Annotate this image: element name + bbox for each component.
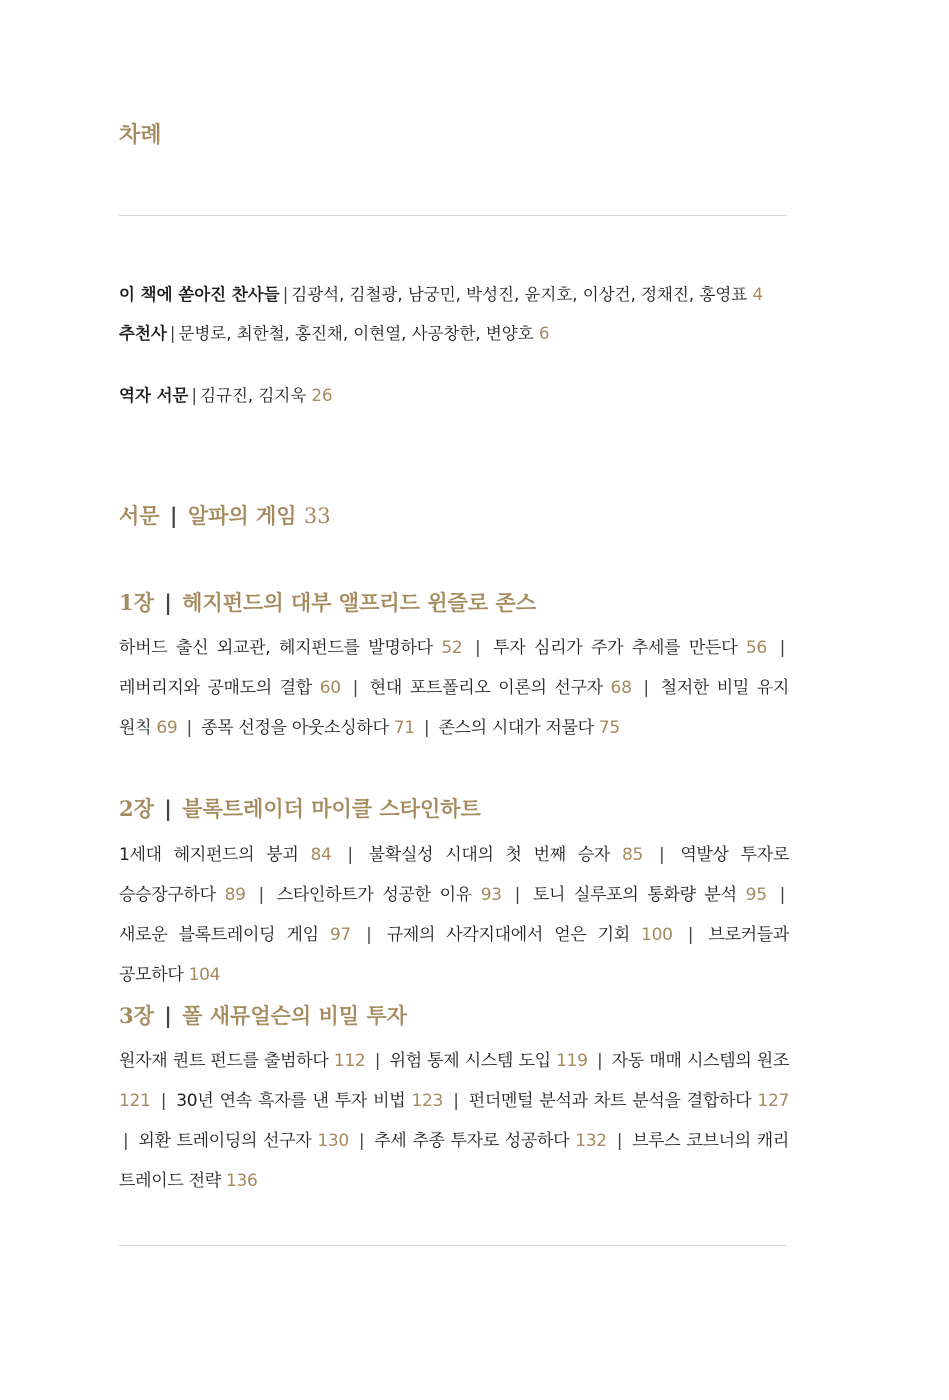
separator: |	[123, 1131, 129, 1151]
entry-title: 하버드 출신 외교관, 헤지펀드를 발명하다	[119, 638, 433, 658]
entry-title: 위험 통제 시스템 도입	[389, 1051, 551, 1071]
page-number: 52	[441, 638, 463, 658]
front-matter-label: 이 책에 쏟아진 찬사들	[119, 285, 280, 304]
chapter-title: 헤지펀드의 대부 앨프리드 윈즐로 존스	[182, 590, 536, 615]
entry-title: 원자재 퀀트 펀드를 출범하다	[119, 1051, 329, 1071]
entry-title: 1세대 헤지펀드의 붕괴	[119, 845, 299, 865]
separator: |	[423, 718, 430, 738]
bottom-divider	[119, 1245, 787, 1246]
toc-title: 차례	[119, 122, 162, 148]
toc-entry	[119, 925, 351, 945]
chapter-2-heading	[119, 793, 481, 823]
chapter-title: 폴 새뮤얼슨의 비밀 투자	[182, 1003, 407, 1028]
chapter-1-entries	[119, 628, 789, 748]
entry-title: 스타인하트가 성공한 이유	[276, 885, 472, 905]
chapter-label: 3장	[119, 1003, 154, 1028]
separator: |	[160, 1091, 167, 1111]
entry-title: 역발상 투자로 승승장구하다	[119, 845, 789, 905]
page-number: 127	[757, 1091, 789, 1111]
page-number: 6	[538, 324, 550, 343]
separator: |	[475, 638, 481, 658]
entry-title: 자동 매매 시스템의 원조	[611, 1051, 790, 1071]
page-number: 56	[745, 638, 767, 658]
separator: |	[164, 1003, 172, 1028]
page-number: 130	[317, 1131, 349, 1151]
separator: |	[169, 324, 176, 343]
separator: |	[164, 590, 172, 615]
toc-entry	[119, 678, 341, 698]
entry-title: 외환 트레이딩의 선구자	[138, 1131, 312, 1151]
separator: |	[616, 1131, 623, 1151]
separator: |	[779, 885, 786, 905]
separator: |	[366, 925, 372, 945]
toc-entry	[438, 718, 619, 738]
page-number: 89	[224, 885, 246, 905]
page-number: 85	[621, 845, 643, 865]
page-number: 71	[393, 718, 415, 738]
separator: |	[374, 1051, 381, 1071]
top-divider	[119, 215, 787, 216]
separator: |	[282, 285, 289, 304]
separator: |	[352, 678, 358, 698]
toc-entry	[374, 1131, 607, 1151]
page-number: 69	[156, 718, 178, 738]
front-matter-names: 김광석, 김철광, 남궁민, 박성진, 윤지호, 이상건, 정채진, 홍영표	[291, 285, 748, 304]
separator: |	[514, 885, 521, 905]
entry-title: 불확실성 시대의 첫 번째 승자	[368, 845, 611, 865]
separator: |	[779, 638, 786, 658]
separator: |	[658, 845, 665, 865]
entry-title: 브루스 코브너의 캐리 트레이드 전략	[119, 1131, 789, 1191]
toc-entry	[493, 638, 767, 658]
entry-title: 투자 심리가 주가 추세를 만든다	[493, 638, 738, 658]
toc-entry	[469, 1091, 789, 1111]
entry-title: 토니 실루포의 통화량 분석	[532, 885, 737, 905]
front-matter-names: 문병로, 최한철, 홍진채, 이현열, 사공창한, 변양호	[178, 324, 534, 343]
page-number: 68	[610, 678, 632, 698]
page-number: 112	[333, 1051, 366, 1071]
toc-entry	[119, 638, 462, 658]
front-matter-praise	[119, 283, 787, 307]
entry-title: 종목 선정을 아웃소싱하다	[201, 718, 389, 738]
front-matter-translator-preface	[119, 384, 787, 408]
toc-entry	[277, 885, 502, 905]
front-matter-label: 추천사	[119, 324, 167, 343]
page-number: 119	[556, 1051, 588, 1071]
chapter-1-heading	[119, 587, 536, 617]
separator: |	[164, 796, 172, 821]
entry-title: 30년 연속 흑자를 낸 투자 비법	[176, 1091, 406, 1111]
toc-entry	[176, 1091, 443, 1111]
toc-entry	[138, 1131, 349, 1151]
toc-entry	[390, 1051, 588, 1071]
page-number: 97	[329, 925, 351, 945]
page-number: 75	[598, 718, 620, 738]
separator: |	[258, 885, 264, 905]
entry-title: 철저한 비밀 유지 원칙	[119, 678, 790, 738]
toc-entry	[533, 885, 767, 905]
preface-label: 서문	[119, 503, 160, 528]
toc-entry	[201, 718, 415, 738]
separator: |	[347, 845, 353, 865]
page-number: 60	[319, 678, 341, 698]
page-number: 136	[225, 1171, 258, 1191]
chapter-3-entries	[119, 1041, 789, 1201]
preface-title: 알파의 게임	[187, 503, 297, 528]
page-number: 123	[411, 1091, 444, 1111]
page-number: 132	[575, 1131, 607, 1151]
page-number: 104	[188, 965, 221, 985]
entry-title: 펀더멘털 분석과 차트 분석을 결합하다	[468, 1091, 752, 1111]
toc-entry	[119, 1051, 365, 1071]
front-matter-recommendation	[119, 322, 787, 346]
toc-entry	[119, 845, 331, 865]
separator: |	[643, 678, 649, 698]
page-number: 26	[311, 386, 333, 405]
page-number: 93	[480, 885, 502, 905]
toc-entry	[370, 678, 632, 698]
chapter-label: 1장	[119, 590, 154, 615]
page-number: 121	[119, 1091, 151, 1111]
page-number: 4	[752, 285, 763, 304]
separator: |	[191, 386, 198, 405]
separator: |	[453, 1091, 459, 1111]
chapter-3-heading	[119, 1000, 407, 1030]
toc-entry	[387, 925, 673, 945]
chapter-label: 2장	[119, 796, 154, 821]
page-number: 95	[745, 885, 767, 905]
front-matter-label: 역자 서문	[119, 386, 189, 405]
separator: |	[169, 503, 178, 528]
separator: |	[186, 718, 192, 738]
page-number: 33	[303, 504, 331, 528]
chapter-title: 블록트레이더 마이클 스타인하트	[182, 796, 481, 821]
entry-title: 레버리지와 공매도의 결합	[119, 678, 312, 698]
toc-entry	[369, 845, 643, 865]
page-number: 84	[310, 845, 332, 865]
preface-heading	[119, 500, 331, 530]
entry-title: 규제의 사각지대에서 얻은 기회	[386, 925, 630, 945]
front-matter-names: 김규진, 김지욱	[200, 386, 307, 405]
chapter-2-entries	[119, 835, 789, 995]
separator: |	[597, 1051, 603, 1071]
entry-title: 존스의 시대가 저물다	[438, 718, 594, 738]
separator: |	[358, 1131, 365, 1151]
entry-title: 새로운 블록트레이딩 게임	[119, 925, 319, 945]
entry-title: 현대 포트폴리오 이론의 선구자	[369, 678, 603, 698]
page-number: 100	[641, 925, 673, 945]
entry-title: 추세 추종 투자로 성공하다	[374, 1131, 570, 1151]
entry-title: 브로커들과 공모하다	[119, 925, 790, 985]
separator: |	[687, 925, 694, 945]
